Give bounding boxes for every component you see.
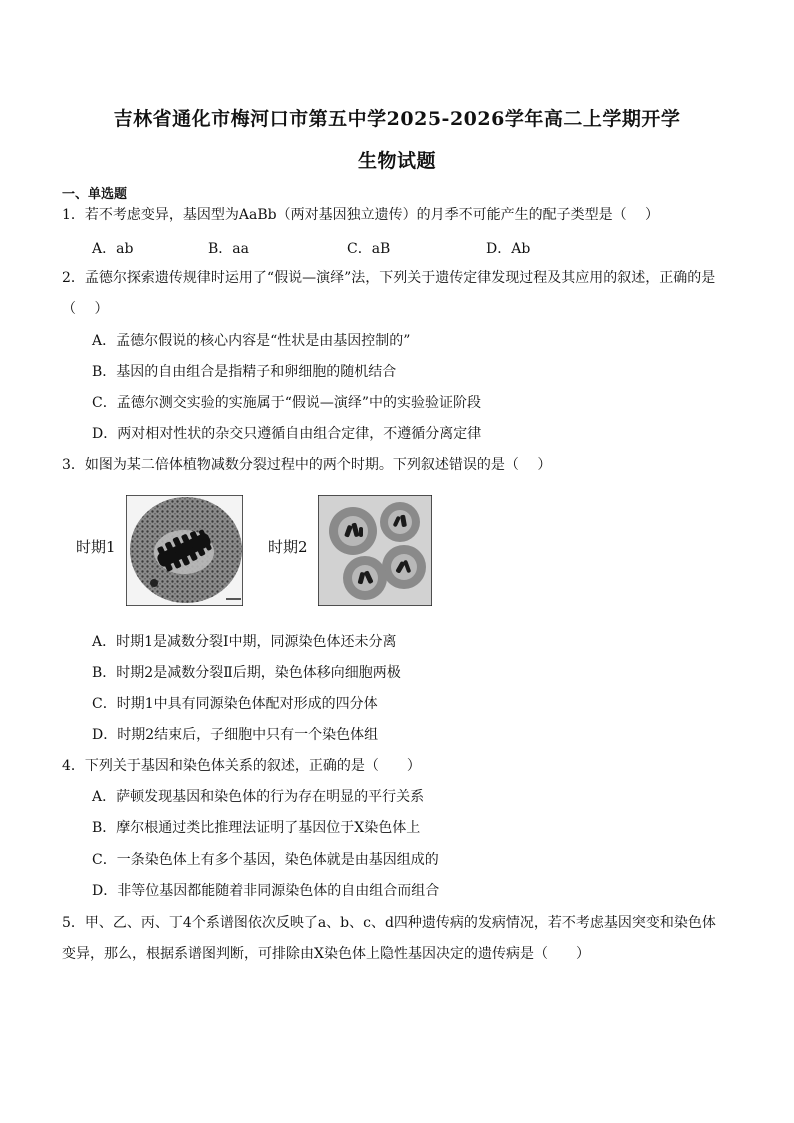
question-4-option-d: D．非等位基因都能随着非同源染色体的自由组合而组合 <box>92 883 440 899</box>
question-4-option-c: C．一条染色体上有多个基因，染色体就是由基因组成的 <box>92 852 439 868</box>
question-3-option-d: D．时期2结束后，子细胞中只有一个染色体组 <box>92 727 379 743</box>
option-d: D．Ab <box>486 241 531 257</box>
question-4-option-b: B．摩尔根通过类比推理法证明了基因位于X染色体上 <box>92 820 421 836</box>
question-5-stem: 5．甲、乙、丙、丁4个系谱图依次反映了a、b、c、d四种遗传病的发病情况，若不考虑基因突变和染色体 <box>62 915 716 931</box>
question-2-stem-cont: （ ） <box>62 301 109 317</box>
question-3-stem: 3．如图为某二倍体植物减数分裂过程中的两个时期。下列叙述错误的是（ ） <box>62 457 552 473</box>
question-2-option-c: C．孟德尔测交实验的实施属于“假说—演绎”中的实验验证阶段 <box>92 395 482 411</box>
question-4-option-a: A．萨顿发现基因和染色体的行为存在明显的平行关系 <box>92 789 425 805</box>
page-subtitle: 生物试题 <box>357 150 436 172</box>
option-a: A．ab <box>92 241 134 257</box>
question-3-option-b: B．时期2是减数分裂Ⅱ后期，染色体移向细胞两极 <box>92 665 401 681</box>
question-3-option-c: C．时期1中具有同源染色体配对形成的四分体 <box>92 696 378 712</box>
question-2-option-b: B．基因的自由组合是指精子和卵细胞的随机结合 <box>92 364 397 380</box>
figure-label-1: 时期1 <box>76 538 116 556</box>
question-3-option-a: A．时期1是减数分裂Ⅰ中期，同源染色体还未分离 <box>92 634 397 650</box>
metaphase-micrograph <box>126 495 243 606</box>
question-2-option-d: D．两对相对性状的杂交只遵循自由组合定律，不遵循分离定律 <box>92 426 482 442</box>
question-2-option-a: A．孟德尔假说的核心内容是“性状是由基因控制的” <box>92 333 411 349</box>
option-b: B．aa <box>208 241 249 257</box>
option-c: C．aB <box>347 241 391 257</box>
page-title: 吉林省通化市梅河口市第五中学2025-2026学年高二上学期开学 <box>113 108 681 130</box>
question-4-stem: 4．下列关于基因和染色体关系的叙述，正确的是（ ） <box>62 758 421 774</box>
figure-label-2: 时期2 <box>268 538 308 556</box>
question-2-stem: 2．孟德尔探索遗传规律时运用了“假说—演绎”法，下列关于遗传定律发现过程及其应用的叙述，正确的是 <box>62 270 716 286</box>
question-1-stem: 1．若不考虑变异，基因型为AaBb（两对基因独立遗传）的月季不可能产生的配子类型是（ ） <box>62 207 660 223</box>
tetrad-micrograph <box>318 495 432 606</box>
question-5-stem-cont: 变异，那么，根据系谱图判断，可排除由X染色体上隐性基因决定的遗传病是（ ） <box>62 946 590 962</box>
section-heading: 一、单选题 <box>62 187 128 202</box>
question-1-options <box>92 238 692 258</box>
